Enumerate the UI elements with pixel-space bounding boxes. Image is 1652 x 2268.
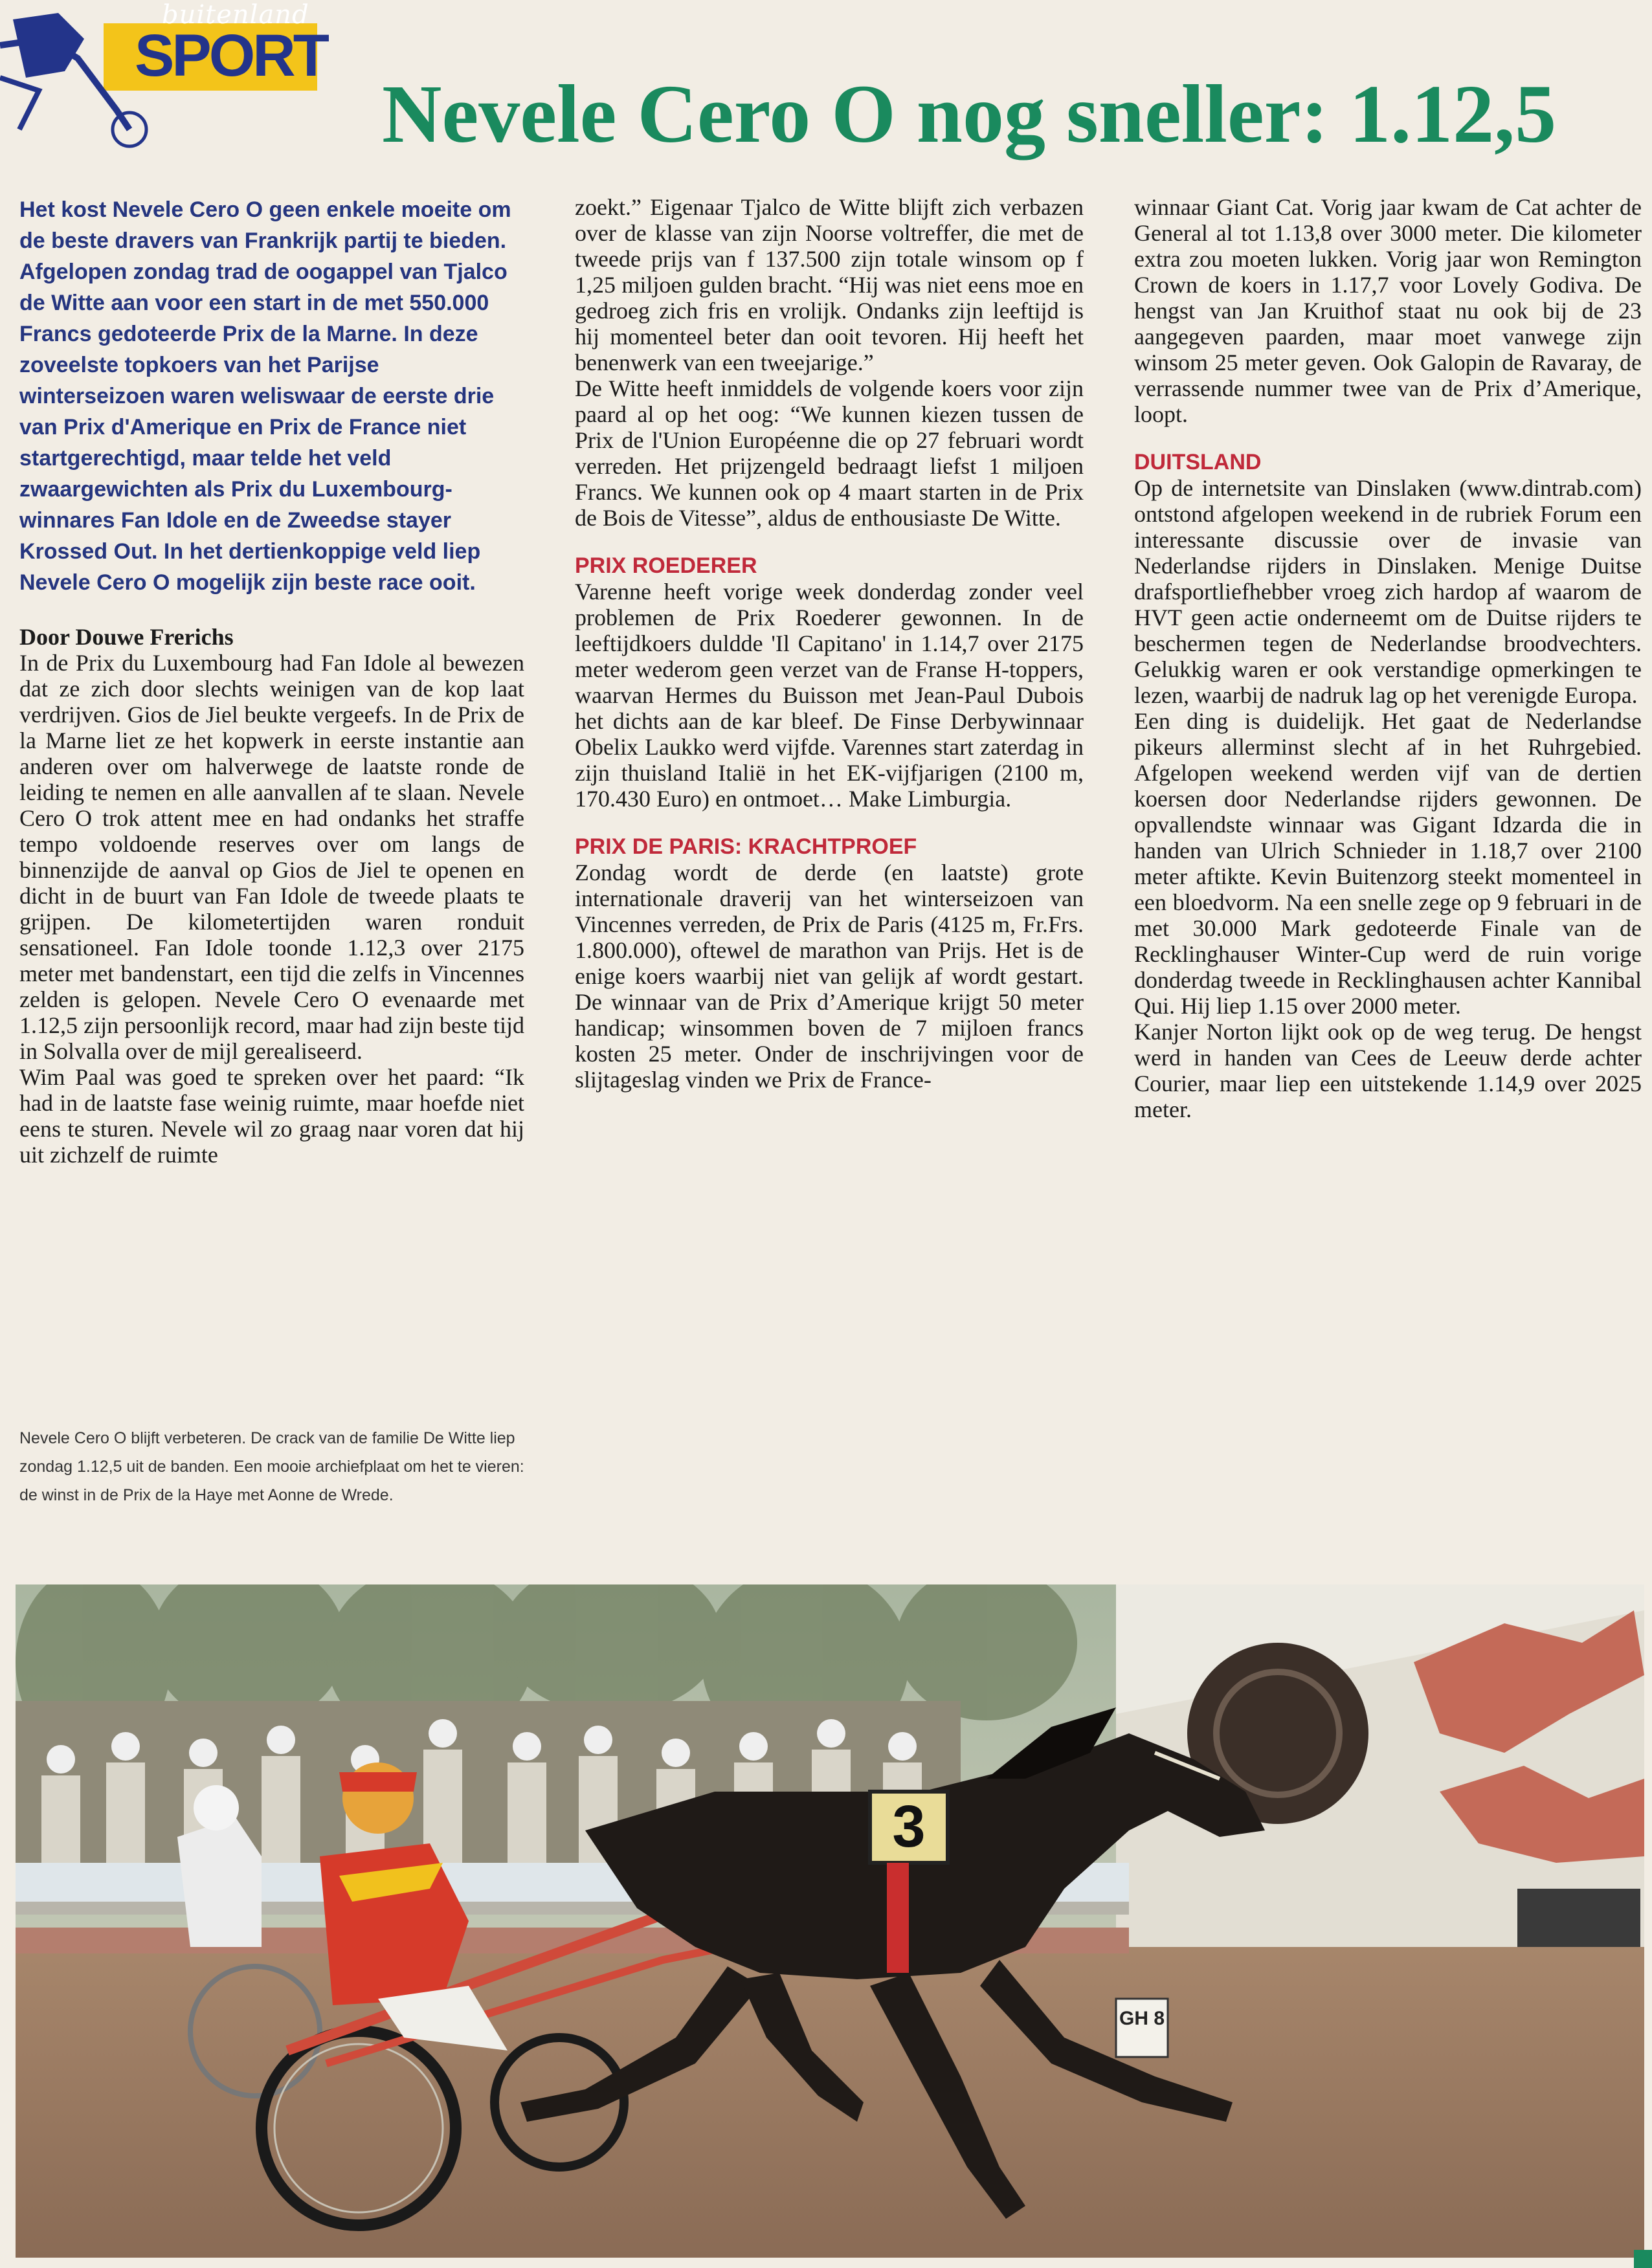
logo-title: SPORT (135, 23, 327, 89)
paragraph: Zondag wordt de derde (en laatste) grote internationale draverij van het winterseizoen van Vincennes verreden, de Prix de Paris (4125 m, Fr.Frs. 1.800.000), oftewel de marathon van Prijs. Het is de enige koers waarbij niet van gelijk af wordt gestart. De winnaar van de Prix d’Amerique krijgt 50 meter handicap; winsommen boven de 7 mijloen francs kosten 25 meter. Onder de inschrijvingen voor de slijtageslag vinden we Prix de France- (575, 860, 1084, 1093)
article-intro: Het kost Nevele Cero O geen enkele moeite om de beste dravers van Frankrijk partij te bieden. Afgelopen zondag trad de oogappel van Tjalco de Witte aan voor een start in de met 550.000 Francs gedoteerde Prix de la Marne. In deze zoveelste topkoers van het Parijse winterseizoen waren weliswaar de eerste drie van Prix d'Amerique en Prix de France niet startgerechtigd, maar telde het veld zwaargewichten als Prix du Luxembourg-winnares Fan Idole en de Zweedse stayer Krossed Out. In het dertienkoppige veld liep Nevele Cero O mogelijk zijn beste race ooit. (19, 197, 511, 595)
saddle-number: 3 (892, 1794, 926, 1860)
gate-sign-text: GH 8 (1119, 2008, 1165, 2029)
paragraph: Varenne heeft vorige week donderdag zonder veel problemen de Prix Roederer gewonnen. In de leeftijdkoers duldde 'Il Capitano' in 1.14,7 over 2175 meter wederom geen verzet van de Franse H-toppers, waarvan Hermes du Buisson met Jean-Paul Dubois het dichts aan de kar bleef. De Finse Derbywinnaar Obelix Laukko werd vijfde. Varennes start zaterdag in zijn thuisland Italië in het EK-vijfjarigen (2100 m, 170.430 Euro) en ontmoet… Make Limburgia. (575, 579, 1084, 812)
subheading-prix-de-paris: PRIX DE PARIS: KRACHTPROEF (575, 834, 917, 859)
page-number-marker (1634, 2250, 1652, 2268)
paragraph: Wim Paal was goed te spreken over het paard: “Ik had in de laatste fase weinig ruimte, maar hoefde niet eens te sturen. Nevele wil zo graag naar voren dat hij uit zichzelf de ruimte (19, 1064, 524, 1168)
paragraph: winnaar Giant Cat. Vorig jaar kwam de Cat achter de General al tot 1.13,8 over 3000 meter. Die kilometer extra zou moeten lukken. Vorig jaar won Remington Crown de koers in 1.17,7 voor Lovely Godiva. De hengst van Jan Kruithof staat nu ook bij de 23 aangegeven paarden, maar moet vanwege zijn winsom 25 meter geven. Ook Galopin de Ravaray, de verrassende nummer twee van de Prix d’Amerique, loopt. (1134, 194, 1642, 427)
logo-subtitle: buitenland (162, 0, 309, 30)
sulky-driver-icon (0, 0, 149, 155)
byline: Door Douwe Frerichs (19, 624, 234, 650)
subheading-duitsland: DUITSLAND (1134, 450, 1262, 474)
subheading-prix-roederer: PRIX ROEDERER (575, 553, 757, 578)
column-1 (19, 194, 524, 1168)
paragraph: zoekt.” Eigenaar Tjalco de Witte blijft zich verbazen over de klasse van zijn Noorse voltreffer, die met de tweede prijs van f 137.500 zijn totale winsom op f 1,25 miljoen gulden bracht. “Hij was niet eens moe en gedroeg zich fris en vrolijk. Ondanks zijn leeftijd is hij momenteel beter dan ooit tevoren. Hij heeft het benenwerk van een tweejarige.” (575, 194, 1084, 375)
photo-caption: Nevele Cero O blijft verbeteren. De crack van de familie De Witte liep zondag 1.12,5 uit de banden. Een mooie archiefplaat om het te vieren: de winst in de Prix de la Haye met Aonne de Wrede. (19, 1429, 524, 1504)
paragraph: De Witte heeft inmiddels de volgende koers voor zijn paard al op het oog: “We kunnen kiezen tussen de Prix de l'Union Européenne die op 27 februari wordt verreden. Het prijzengeld bedraagt liefst 1 miljoen Francs. We kunnen ook op 4 maart starten in de Prix de Bois de Vitesse”, aldus de enthousiaste De Witte. (575, 375, 1084, 531)
paragraph: Een ding is duidelijk. Het gaat de Nederlandse pikeurs allerminst slecht af in het Ruhrgebied. Afgelopen weekend werden vijf van de dertien koersen door Nederlandse rijders gewonnen. De opvallendste winnaar was Gigant Idzarda die in handen van Ulrich Schnieder in 1.18,7 over 2100 meter aftikte. Kevin Buitenzorg steekt momenteel in een bloedvorm. Na een snelle zege op 9 februari in de met 30.000 Mark gedoteerde Finale van de Recklinghauser Winter-Cup werd de ruin vorige donderdag tweede in Recklinghausen achter Kannibal Qui. Hij liep 1.15 over 2000 meter. (1134, 708, 1642, 1019)
column-2 (575, 194, 1084, 1093)
article-headline: Nevele Cero O nog sneller: 1.12,5 (382, 67, 1557, 160)
race-photo (16, 1584, 1644, 2258)
paragraph: In de Prix du Luxembourg had Fan Idole al bewezen dat ze zich door slechts weinigen van de kop laat verdrijven. Gios de Jiel beukte vergeefs. In de Prix de la Marne liet ze het kopwerk in eerste instantie aan anderen over om halverwege de laatste ronde de leiding te nemen en alle aanvallen af te slaan. Nevele Cero O trok attent mee en had ondanks het straffe tempo voldoende reserves over om langs de binnenzijde de aanval op Gios de Jiel te openen en dicht in de buurt van Fan Idole de tweede plaats te grijpen. De kilometertijden waren ronduit sensationeel. Fan Idole toonde 1.12,3 over 2175 meter met bandenstart, een tijd die zelfs in Vincennes zelden is gelopen. Nevele Cero O evenaarde met 1.12,5 zijn persoonlijk record, maar had zijn beste tijd in Solvalla over de mijl gerealiseerd. (19, 650, 524, 1064)
section-logo (0, 0, 327, 155)
column-3 (1134, 194, 1642, 1122)
paragraph: Kanjer Norton lijkt ook op de weg terug. De hengst werd in handen van Cees de Leeuw derde achter Courier, maar liep een uitstekende 1.14,9 over 2025 meter. (1134, 1019, 1642, 1122)
paragraph: Op de internetsite van Dinslaken (www.dintrab.com) ontstond afgelopen weekend in de rubriek Forum een interessante discussie over de invasie van Nederlandse rijders in Dinslaken. Menige Duitse drafsportliefhebber vroeg zich hardop af waarom de HVT geen actie onderneemt om de Duitse rijders te beschermen tegen de Nederlandse broodvechters. Gelukkig waren er ook verstandige opmerkingen te lezen, waarbij de nadruk lag op het verenigde Europa. (1134, 475, 1642, 708)
